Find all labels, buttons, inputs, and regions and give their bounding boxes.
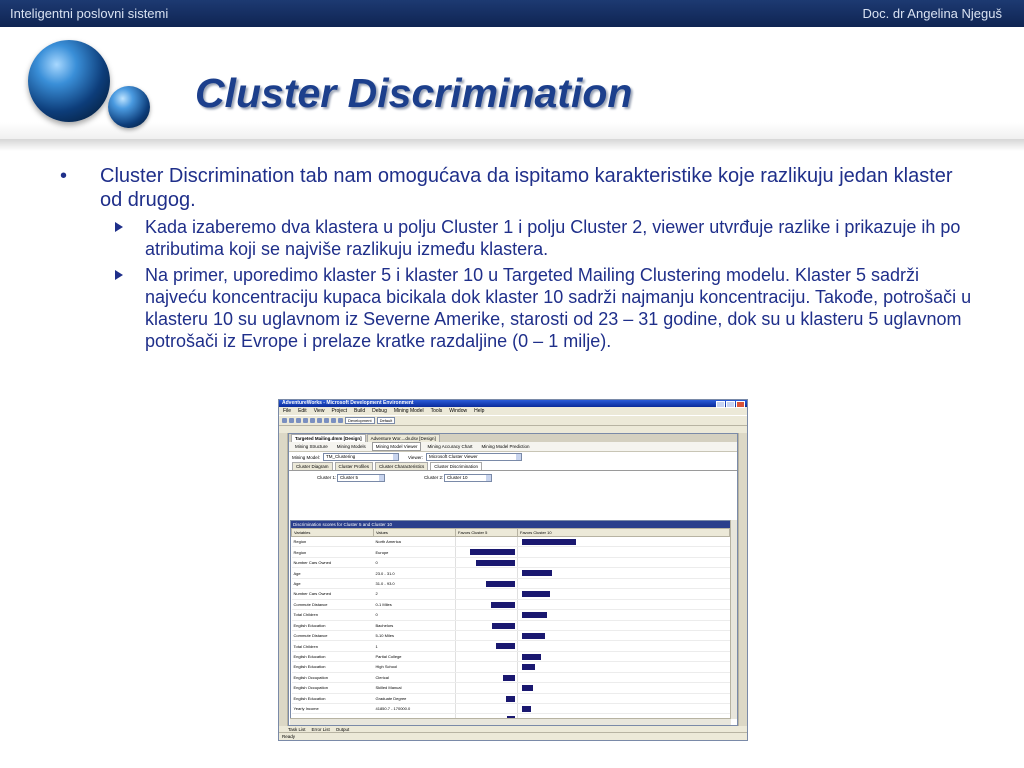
- designer-tabs: [289, 442, 737, 452]
- variable-cell: English Education: [292, 693, 374, 703]
- designer-tab[interactable]: Mining Model Viewer: [372, 442, 422, 451]
- bullet-item: [60, 164, 980, 212]
- designer-tab[interactable]: Mining Model Prediction: [481, 444, 530, 449]
- header-divider: [0, 139, 1024, 151]
- output-tab[interactable]: Error List: [311, 727, 330, 732]
- variable-cell: Region: [292, 547, 374, 557]
- favors-cluster10-bar: [522, 654, 541, 660]
- table-row[interactable]: [292, 610, 730, 620]
- arrow-bullet-icon: [115, 270, 123, 280]
- embedded-screenshot-window: [278, 399, 748, 741]
- favors-cluster5-cell: [456, 589, 518, 599]
- variable-cell: English Education: [292, 620, 374, 630]
- output-tab[interactable]: Output: [335, 727, 350, 732]
- menu-item[interactable]: View: [313, 408, 325, 414]
- favors-cluster5-bar: [470, 549, 515, 555]
- solution-explorer-strip[interactable]: [738, 433, 747, 726]
- value-cell: North America: [374, 537, 456, 547]
- save-icon[interactable]: [296, 418, 301, 423]
- table-row[interactable]: [292, 683, 730, 693]
- favors-cluster10-cell: [518, 578, 730, 588]
- favors-cluster5-cell: [456, 693, 518, 703]
- favors-cluster5-bar: [491, 602, 515, 608]
- document-tabs: [289, 434, 737, 442]
- variable-cell: English Education: [292, 651, 374, 661]
- favors-cluster10-cell: [518, 620, 730, 630]
- cluster2-select[interactable]: Cluster 10: [444, 474, 492, 482]
- designer-tab[interactable]: Mining Structure: [295, 444, 328, 449]
- logo-large-orb: [28, 40, 110, 122]
- menu-bar: [279, 407, 747, 415]
- arrow-bullet-icon: [115, 222, 123, 232]
- favors-cluster5-cell: [456, 568, 518, 578]
- variable-cell: Age: [292, 578, 374, 588]
- table-row[interactable]: [292, 537, 730, 547]
- favors-cluster10-bar: [522, 612, 547, 618]
- favors-cluster10-cell: [518, 610, 730, 620]
- value-cell: 5-10 Miles: [374, 630, 456, 640]
- favors-cluster5-cell: [456, 630, 518, 640]
- variable-cell: Age: [292, 568, 374, 578]
- favors-cluster5-cell: [456, 662, 518, 672]
- table-row[interactable]: [292, 578, 730, 588]
- config-combo[interactable]: Development: [345, 417, 375, 424]
- favors-cluster5-cell: [456, 672, 518, 682]
- favors-cluster5-cell: [456, 651, 518, 661]
- designer-tab[interactable]: Mining Models: [336, 444, 366, 449]
- cluster-select-row: [289, 471, 737, 485]
- copy-icon[interactable]: [310, 418, 315, 423]
- sub-bullet-item: [60, 216, 980, 260]
- favors-cluster5-bar: [476, 560, 515, 566]
- slide-title: Cluster Discrimination: [195, 70, 633, 116]
- variable-cell: Yearly Income: [292, 704, 374, 714]
- favors-cluster5-cell: [456, 610, 518, 620]
- favors-cluster5-cell: [456, 641, 518, 651]
- bullet-text: Cluster Discrimination tab nam omogućava da ispitamo karakteristike koje razlikuju jedan klaster od drugog.: [100, 165, 953, 211]
- cluster1-label: Cluster 1:: [317, 475, 337, 480]
- favors-cluster5-cell: [456, 704, 518, 714]
- mining-model-select[interactable]: TM_Clustering: [323, 453, 399, 461]
- cluster2-label: Cluster 2:: [424, 475, 444, 480]
- table-row[interactable]: [292, 672, 730, 682]
- undo-icon[interactable]: [324, 418, 329, 423]
- favors-cluster10-cell: [518, 662, 730, 672]
- table-row[interactable]: [292, 589, 730, 599]
- menu-item[interactable]: Tools: [430, 408, 443, 414]
- table-row[interactable]: [292, 662, 730, 672]
- cluster1-select[interactable]: Cluster 5: [337, 474, 385, 482]
- value-cell: 2: [374, 589, 456, 599]
- open-icon[interactable]: [289, 418, 294, 423]
- variable-cell: English Occupation: [292, 683, 374, 693]
- variable-cell: Region: [292, 537, 374, 547]
- sub-bullet-item: [60, 264, 980, 352]
- grid-horizontal-scrollbar[interactable]: [290, 718, 731, 725]
- designer-tab[interactable]: Mining Accuracy Chart: [427, 444, 473, 449]
- redo-icon[interactable]: [331, 418, 336, 423]
- value-cell: 23.0 - 31.0: [374, 568, 456, 578]
- value-cell: 0: [374, 557, 456, 567]
- value-cell: 31.0 - 93.0: [374, 578, 456, 588]
- table-row[interactable]: [292, 547, 730, 557]
- favors-cluster5-cell: [456, 557, 518, 567]
- top-bar: [0, 0, 1024, 27]
- viewer-label: Viewer:: [408, 454, 423, 460]
- favors-cluster10-bar: [522, 706, 531, 712]
- favors-cluster10-cell: [518, 557, 730, 567]
- variable-cell: Number Cars Owned: [292, 557, 374, 567]
- output-tab[interactable]: Task List: [288, 727, 306, 732]
- menu-item[interactable]: Edit: [298, 408, 307, 414]
- favors-cluster10-bar: [522, 685, 533, 691]
- menu-item[interactable]: Mining Model: [393, 408, 424, 414]
- minimize-icon[interactable]: [716, 401, 725, 408]
- grid-caption: Discrimination scores for Cluster 5 and Cluster 10: [291, 521, 730, 528]
- table-row[interactable]: [292, 620, 730, 630]
- favors-cluster10-cell: [518, 630, 730, 640]
- menu-item[interactable]: Debug: [372, 408, 387, 414]
- favors-cluster10-bar: [522, 591, 550, 597]
- favors-cluster10-cell: [518, 641, 730, 651]
- favors-cluster10-cell: [518, 672, 730, 682]
- grid-body: [292, 537, 730, 720]
- variable-cell: Number Cars Owned: [292, 589, 374, 599]
- table-row[interactable]: [292, 641, 730, 651]
- favors-cluster5-bar: [506, 696, 515, 702]
- value-cell: Graduate Degree: [374, 693, 456, 703]
- favors-cluster5-cell: [456, 547, 518, 557]
- sub-bullet-text: Na primer, uporedimo klaster 5 i klaster 10 u Targeted Mailing Clustering modelu. Klaster 5 sadrži najveću koncentraciju kupaca bicikala dok klaster 10 sadrži najmanju koncentraciju. Takođe, potrošači u klasteru 10 su uglavnom iz Severne Amerike, starosti od 23 – 31 godine, dok su u klasteru 5 uglavnom potrošači iz Evrope i prelaze kratke razdaljine (0 – 1 milje).: [145, 265, 972, 351]
- menu-item[interactable]: Project: [331, 408, 347, 414]
- toolbar: [279, 415, 747, 426]
- menu-item[interactable]: Help: [474, 408, 485, 414]
- table-row[interactable]: [292, 651, 730, 661]
- favors-cluster5-cell: [456, 599, 518, 609]
- favors-cluster10-cell: [518, 568, 730, 578]
- table-row[interactable]: [292, 568, 730, 578]
- toolbox-strip[interactable]: [279, 433, 288, 726]
- designer-document: [288, 433, 738, 726]
- favors-cluster10-bar: [522, 570, 552, 576]
- discrimination-grid: [290, 520, 731, 719]
- favors-cluster5-cell: [456, 620, 518, 630]
- table-row[interactable]: [292, 599, 730, 609]
- variable-cell: Total Children: [292, 641, 374, 651]
- cut-icon[interactable]: [303, 418, 308, 423]
- status-bar: Ready: [279, 732, 747, 740]
- start-icon[interactable]: [338, 418, 343, 423]
- favors-cluster10-cell: [518, 599, 730, 609]
- grid-header-row: [292, 529, 730, 537]
- variable-cell: English Occupation: [292, 672, 374, 682]
- value-cell: 0-1 Miles: [374, 599, 456, 609]
- favors-cluster5-cell: [456, 537, 518, 547]
- favors-cluster5-bar: [503, 675, 515, 681]
- window-title-bar: [279, 400, 747, 407]
- value-cell: High School: [374, 662, 456, 672]
- grid-vertical-scrollbar[interactable]: [730, 520, 737, 719]
- favors-cluster5-bar: [486, 581, 515, 587]
- table-row[interactable]: [292, 557, 730, 567]
- variable-cell: Commute Distance: [292, 599, 374, 609]
- paste-icon[interactable]: [317, 418, 322, 423]
- variable-cell: Total Children: [292, 610, 374, 620]
- table-row[interactable]: [292, 704, 730, 714]
- value-cell: Skilled Manual: [374, 683, 456, 693]
- favors-cluster10-cell: [518, 651, 730, 661]
- column-header[interactable]: Favors Cluster 5: [456, 529, 518, 537]
- value-cell: Clerical: [374, 672, 456, 682]
- favors-cluster5-bar: [496, 643, 515, 649]
- author-name: Doc. dr Angelina Njeguš: [862, 6, 1002, 21]
- variable-cell: Commute Distance: [292, 630, 374, 640]
- menu-item[interactable]: Build: [354, 408, 366, 414]
- value-cell: 0: [374, 610, 456, 620]
- favors-cluster5-bar: [492, 623, 515, 629]
- viewer-subtab[interactable]: Cluster Profiles: [335, 462, 374, 470]
- sub-bullet-text: Kada izaberemo dva klastera u polju Cluster 1 i polju Cluster 2, viewer utvrđuje razlike i prikazuje ih po atributima koji se najviše razlikuju između klastera.: [145, 217, 961, 259]
- maximize-icon[interactable]: [726, 401, 735, 408]
- logo-small-orb: [108, 86, 150, 128]
- value-cell: 41850.7 - 170000.0: [374, 704, 456, 714]
- value-cell: Europe: [374, 547, 456, 557]
- mining-model-label: Mining Model:: [292, 454, 321, 460]
- favors-cluster5-cell: [456, 578, 518, 588]
- menu-item[interactable]: File: [283, 408, 292, 414]
- favors-cluster10-cell: [518, 547, 730, 557]
- viewer-subtabs: [289, 462, 737, 471]
- value-cell: Partial College: [374, 651, 456, 661]
- discrimination-table: [291, 528, 730, 719]
- favors-cluster10-cell: [518, 683, 730, 693]
- column-header[interactable]: Values: [374, 529, 456, 537]
- variable-cell: English Education: [292, 662, 374, 672]
- favors-cluster10-cell: [518, 589, 730, 599]
- course-title: Inteligentni poslovni sistemi: [10, 6, 169, 21]
- table-row[interactable]: [292, 630, 730, 640]
- value-cell: 1: [374, 641, 456, 651]
- favors-cluster10-cell: [518, 537, 730, 547]
- favors-cluster5-cell: [456, 683, 518, 693]
- menu-item[interactable]: Window: [449, 408, 468, 414]
- slide-content: [60, 164, 980, 356]
- new-project-icon[interactable]: [282, 418, 287, 423]
- viewer-subtab[interactable]: Cluster Diagram: [292, 462, 333, 470]
- mining-model-row: [289, 452, 737, 462]
- platform-combo[interactable]: Default: [377, 417, 396, 424]
- window-controls: [716, 401, 745, 408]
- favors-cluster10-bar: [522, 633, 545, 639]
- favors-cluster10-cell: [518, 704, 730, 714]
- column-header[interactable]: Favors Cluster 10: [518, 529, 730, 537]
- bullet-dot-icon: •: [60, 165, 68, 187]
- table-row[interactable]: [292, 693, 730, 703]
- favors-cluster10-cell: [518, 693, 730, 703]
- window-title: AdventureWorks - Microsoft Development Environment: [282, 400, 414, 406]
- viewer-subtab[interactable]: Cluster Discrimination: [430, 462, 482, 470]
- favors-cluster10-bar: [522, 664, 535, 670]
- document-tab[interactable]: Adventure Wor....dv.dsv [Design]: [367, 434, 440, 442]
- viewer-select[interactable]: Microsoft Cluster Viewer: [426, 453, 522, 461]
- column-header[interactable]: Variables: [292, 529, 374, 537]
- close-icon[interactable]: [736, 401, 745, 408]
- viewer-subtab[interactable]: Cluster Characteristics: [375, 462, 428, 470]
- favors-cluster10-bar: [522, 539, 576, 545]
- value-cell: Bachelors: [374, 620, 456, 630]
- document-tab[interactable]: Targeted Mailing.dmm [Design]: [291, 434, 366, 442]
